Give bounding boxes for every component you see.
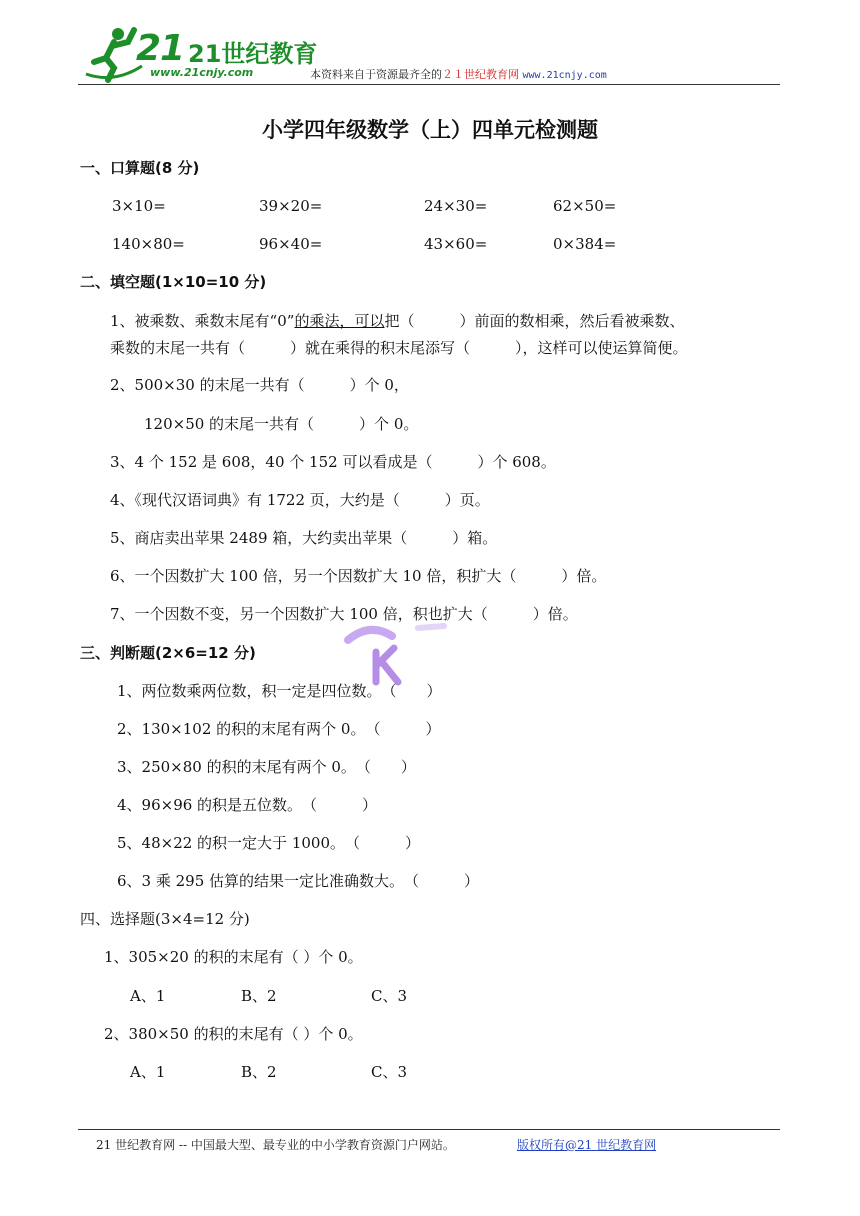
choice-option: A、1: [130, 987, 166, 1005]
logo-number: 21: [136, 28, 185, 69]
section4-heading: 四、选择题(3×4=12 分): [80, 910, 250, 928]
fill-question-1-line1: [110, 312, 684, 330]
fill-question-5: 5、商店卖出苹果 2489 箱，大约卖出苹果（ ）箱。: [110, 529, 498, 547]
section1-heading: 一、口算题(8 分): [80, 159, 200, 177]
judge-item: 5、48×22 的积一定大于 1000。 （ ）: [117, 834, 420, 852]
watermark-icon: [340, 618, 450, 688]
logo-text: 21世纪教育: [188, 40, 318, 68]
runner-logo-icon: [84, 22, 144, 84]
judge-item: 4、96×96 的积是五位数。 （ ）: [117, 796, 378, 814]
fill-question-2-line1: 2、500×30 的末尾一共有（ ）个 0，: [110, 376, 409, 394]
fill-question-4: 4、《现代汉语词典》有 1722 页，大约是（ ）页。: [110, 491, 490, 509]
choice-option: C、3: [371, 1063, 408, 1081]
fill-question-2-line2: 120×50 的末尾一共有（ ）个 0。: [144, 415, 419, 433]
logo-url: www.21cnjy.com: [150, 66, 254, 79]
calc-item: 0×384=: [553, 235, 617, 253]
choice-question-2: 2、380×50 的积的末尾有（ ）个 0。: [104, 1025, 363, 1043]
section3-heading: 三、判断题(2×6=12 分): [80, 644, 256, 662]
choice-option: B、2: [241, 987, 277, 1005]
judge-item: 1、两位数乘两位数，积一定是四位数。 （ ）: [117, 682, 442, 700]
calc-item: 140×80=: [112, 235, 185, 253]
header-note: [310, 68, 607, 83]
choice-option: B、2: [241, 1063, 277, 1081]
header-note-url[interactable]: www.21cnjy.com: [522, 70, 607, 81]
choice-question-1: 1、305×20 的积的末尾有（ ）个 0。: [104, 948, 363, 966]
judge-item: 2、130×102 的积的末尾有两个 0。 （ ）: [117, 720, 441, 738]
header-divider: [78, 84, 780, 85]
footer-text: 21 世纪教育网 -- 中国最大型、最专业的中小学教育资源门户网站。: [96, 1138, 455, 1152]
header-note-site: ２１世纪教育网: [442, 68, 519, 81]
calc-item: 24×30=: [424, 197, 488, 215]
question-text: 把（ ）前面的数相乘，然后看被乘数、: [384, 312, 685, 330]
judge-item: 3、250×80 的积的末尾有两个 0。 （ ）: [117, 758, 416, 776]
choice-option: C、3: [371, 987, 408, 1005]
header-note-prefix: 本资料来自于资源最齐全的: [310, 68, 442, 81]
calc-item: 39×20=: [259, 197, 323, 215]
fill-question-7: 7、一个因数不变，另一个因数扩大 100 倍，积也扩大（ ）倍。: [110, 605, 578, 623]
judge-item: 6、3 乘 295 估算的结果一定比准确数大。 （ ）: [117, 872, 480, 890]
calc-item: 62×50=: [553, 197, 617, 215]
fill-question-6: 6、一个因数扩大 100 倍，另一个因数扩大 10 倍，积扩大（ ）倍。: [110, 567, 607, 585]
footer-divider: [78, 1129, 780, 1130]
fill-question-3: 3、4 个 152 是 608，40 个 152 可以看成是（ ）个 608。: [110, 453, 556, 471]
question-text: 1、被乘数、乘数末尾有“0”: [110, 312, 295, 330]
section2-heading: 二、填空题(1×10=10 分): [80, 273, 267, 291]
calc-item: 96×40=: [259, 235, 323, 253]
underlined-text: 的乘法，可以: [294, 312, 385, 330]
choice-option: A、1: [130, 1063, 166, 1081]
page-title: 小学四年级数学（上）四单元检测题: [262, 118, 598, 142]
fill-question-1-line2: 乘数的末尾一共有（ ）就在乘得的积末尾添写（ ），这样可以使运算简便。: [110, 339, 688, 357]
site-logo: [84, 22, 318, 84]
copyright-link[interactable]: 版权所有@21 世纪教育网: [517, 1138, 657, 1152]
calc-item: 43×60=: [424, 235, 488, 253]
calc-item: 3×10=: [112, 197, 166, 215]
